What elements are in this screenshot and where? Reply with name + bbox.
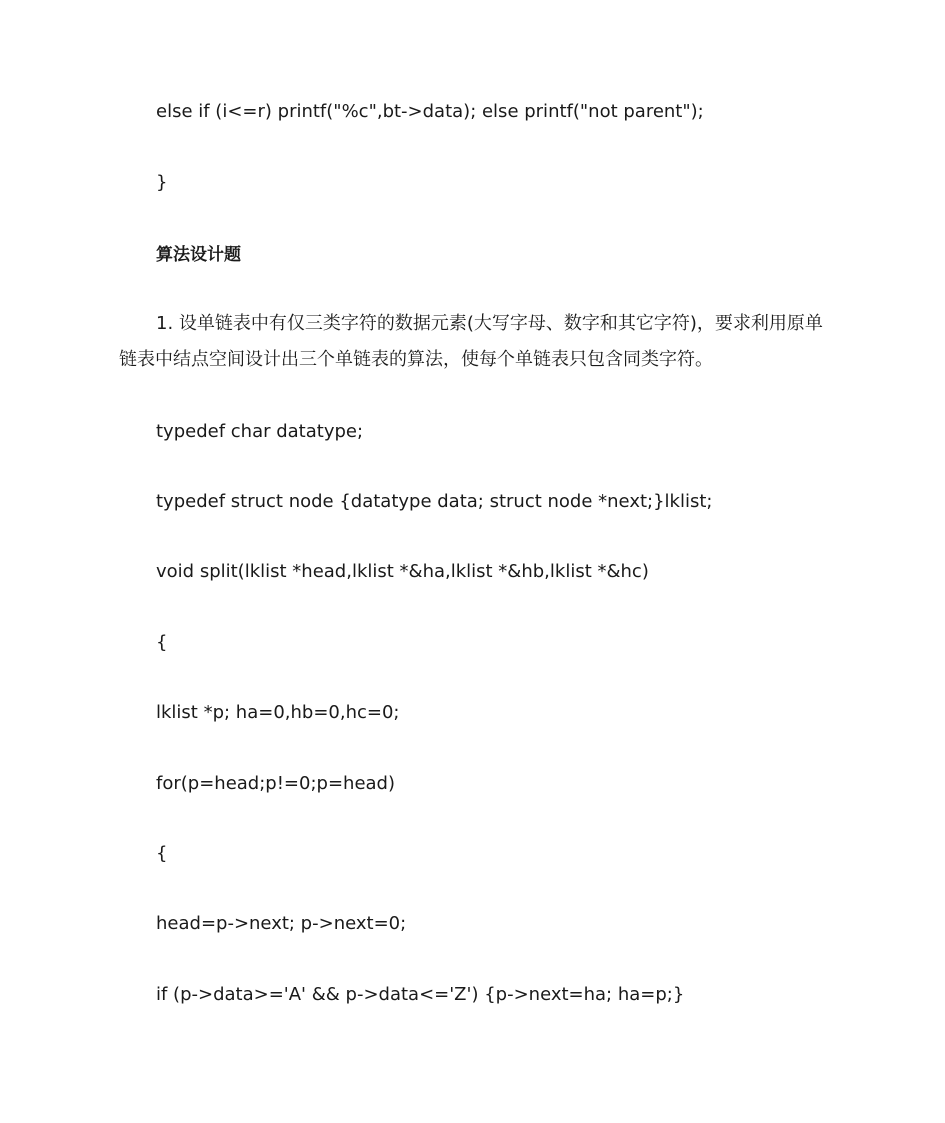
- code-line: else if (i<=r) printf("%c",bt->data); else printf("not parent");: [156, 101, 704, 122]
- code-line: typedef struct node {datatype data; struct node *next;}lklist;: [156, 491, 713, 512]
- code-line: typedef char datatype;: [156, 421, 364, 442]
- code-line: }: [156, 172, 168, 193]
- code-line: lklist *p; ha=0,hb=0,hc=0;: [156, 702, 400, 723]
- code-line: if (p->data>='A' && p->data<='Z') {p->next=ha; ha=p;}: [156, 984, 685, 1005]
- code-line: {: [156, 843, 168, 864]
- section-heading: 算法设计题: [156, 245, 241, 265]
- code-line: head=p->next; p->next=0;: [156, 913, 407, 934]
- code-line: for(p=head;p!=0;p=head): [156, 773, 395, 794]
- code-line: void split(lklist *head,lklist *&ha,lklist *&hb,lklist *&hc): [156, 561, 649, 582]
- code-line: {: [156, 632, 168, 653]
- question-paragraph: 1. 设单链表中有仅三类字符的数据元素(大写字母、数字和其它字符)，要求利用原单链表中结点空间设计出三个单链表的算法，使每个单链表只包含同类字符。: [119, 313, 823, 370]
